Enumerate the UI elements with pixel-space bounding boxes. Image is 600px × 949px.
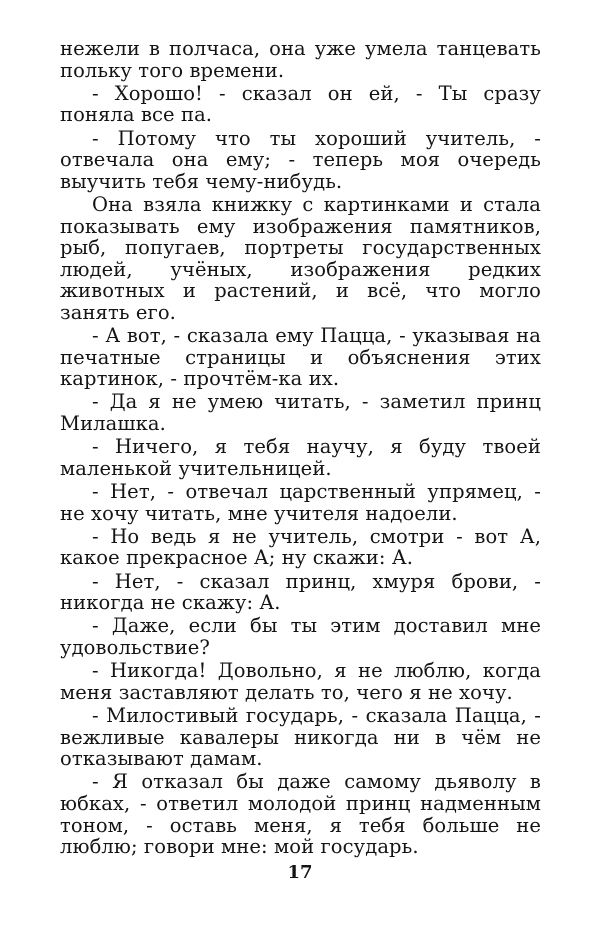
paragraph: - Я отказал бы даже самому дьяволу в юбках, - ответил молодой принц надменным тоном, - оставь меня, я тебя больше не люблю; говори мне: мой государь.: [60, 770, 541, 859]
paragraph: нежели в полчаса, она уже умела танцевать польку того времени.: [60, 37, 541, 82]
paragraph: - Ничего, я тебя научу, я буду твоей маленькой учительницей.: [60, 435, 541, 480]
paragraph: - Даже, если бы ты этим доставил мне удовольствие?: [60, 614, 541, 659]
paragraph: Она взяла книжку с картинками и стала показывать ему изображения памятников, рыб, попугаев, портреты государственных людей, учёных, изображения редких животных и растений, и всё, что могло занять его.: [60, 192, 541, 324]
paragraph: - Хорошо! - сказал он ей, - Ты сразу поняла все па.: [60, 81, 541, 127]
page-number: 17: [287, 862, 313, 883]
paragraph: - Никогда! Довольно, я не люблю, когда меня заставляют делать то, чего я не хочу.: [60, 659, 541, 704]
paragraph: - Милостивый государь, - сказала Пацца, - вежливые кавалеры никогда ни в чём не отказывают дамам.: [60, 703, 541, 771]
paragraph: - Да я не умею читать, - заметил принц Милашка.: [60, 390, 541, 436]
paragraph: - Нет, - сказал принц, хмуря брови, - никогда не скажу: А.: [60, 569, 541, 615]
page-text: [60, 38, 541, 859]
paragraph: - Но ведь я не учитель, смотри - вот А, какое прекрасное А; ну скажи: А.: [60, 524, 541, 570]
paragraph: - А вот, - сказала ему Пацца, - указывая на печатные страницы и объяснения этих картинок, - прочтём-ка их.: [60, 324, 541, 391]
paragraph: - Потому что ты хороший учитель, - отвечала она ему; - теперь моя очередь выучить тебя чему-нибудь.: [60, 126, 541, 193]
paragraph: - Нет, - отвечал царственный упрямец, - не хочу читать, мне учителя надоели.: [60, 480, 541, 525]
